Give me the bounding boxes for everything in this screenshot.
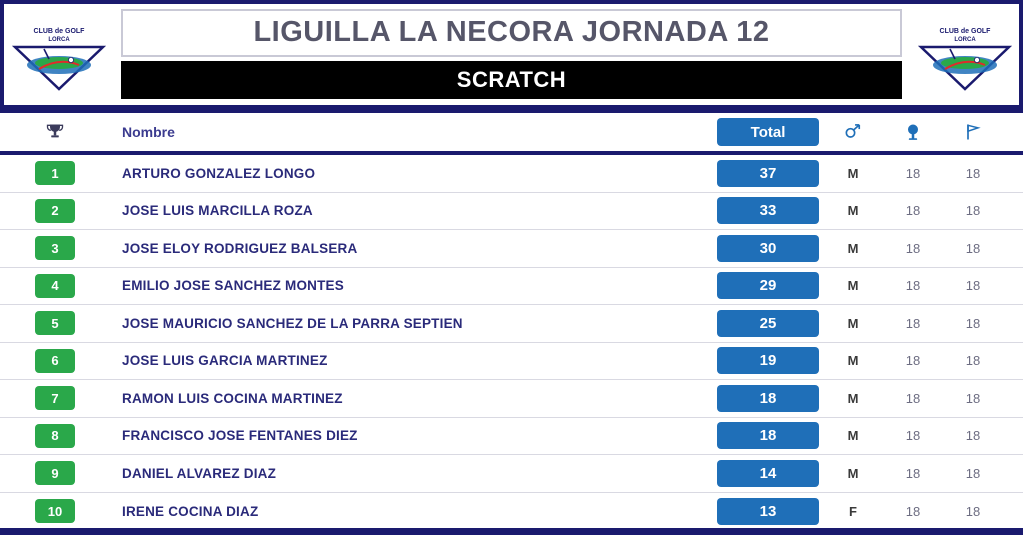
club-de-golf-lorca-logo-icon — [9, 19, 109, 91]
table-row[interactable] — [0, 305, 1023, 343]
player-holes: 18 — [965, 390, 981, 406]
svg-text:CLUB de GOLF: CLUB de GOLF — [33, 27, 84, 35]
page-title: LIGUILLA LA NECORA JORNADA 12 — [121, 9, 902, 57]
player-name: JOSE ELOY RODRIGUEZ BALSERA — [122, 240, 358, 256]
table-row[interactable] — [0, 155, 1023, 193]
player-holes: 18 — [965, 165, 981, 181]
position-badge: 1 — [35, 161, 75, 185]
row-name-cell — [110, 316, 713, 331]
total-score: 33 — [717, 197, 819, 224]
row-name-cell — [110, 504, 713, 519]
player-name: JOSE MAURICIO SANCHEZ DE LA PARRA SEPTIEN — [122, 315, 463, 331]
row-total-cell — [713, 235, 823, 262]
flag-icon — [963, 122, 983, 142]
player-sex: M — [847, 390, 859, 406]
row-name-cell — [110, 466, 713, 481]
row-total-cell — [713, 160, 823, 187]
table-row[interactable] — [0, 493, 1023, 531]
table-row[interactable] — [0, 455, 1023, 493]
row-total-cell — [713, 272, 823, 299]
column-total[interactable] — [713, 118, 823, 146]
row-total-cell — [713, 310, 823, 337]
club-de-golf-lorca-logo-icon — [915, 19, 1015, 91]
svg-text:LORCA: LORCA — [47, 36, 70, 43]
svg-text:LORCA: LORCA — [953, 36, 976, 43]
row-total-cell — [713, 460, 823, 487]
player-handicap: 18 — [905, 428, 921, 444]
trophy-icon — [45, 122, 65, 142]
player-name: JOSE LUIS GARCIA MARTINEZ — [122, 353, 328, 369]
row-position — [0, 161, 110, 185]
player-holes: 18 — [965, 353, 981, 369]
player-sex: M — [847, 465, 859, 481]
player-sex: F — [849, 503, 857, 519]
position-badge: 10 — [35, 499, 75, 523]
total-score: 18 — [717, 422, 819, 449]
total-score: 25 — [717, 310, 819, 337]
row-position — [0, 274, 110, 298]
player-holes: 18 — [965, 465, 981, 481]
row-total-cell — [713, 498, 823, 525]
row-name-cell — [110, 166, 713, 181]
footer-strip — [0, 528, 1023, 535]
row-name-cell — [110, 278, 713, 293]
player-sex: M — [847, 165, 859, 181]
table-header-row — [0, 113, 1023, 155]
player-name: RAMON LUIS COCINA MARTINEZ — [122, 390, 343, 406]
player-name: FRANCISCO JOSE FENTANES DIEZ — [122, 428, 358, 444]
player-sex: M — [847, 203, 859, 219]
position-badge: 9 — [35, 461, 75, 485]
row-position — [0, 311, 110, 335]
position-badge: 7 — [35, 386, 75, 410]
table-row[interactable] — [0, 418, 1023, 456]
player-handicap: 18 — [905, 165, 921, 181]
player-sex: M — [847, 315, 859, 331]
total-score: 29 — [717, 272, 819, 299]
player-handicap: 18 — [905, 390, 921, 406]
total-score: 30 — [717, 235, 819, 262]
player-holes: 18 — [965, 503, 981, 519]
position-badge: 5 — [35, 311, 75, 335]
player-name: EMILIO JOSE SANCHEZ MONTES — [122, 278, 344, 294]
player-handicap: 18 — [905, 315, 921, 331]
title-block — [113, 0, 910, 109]
player-handicap: 18 — [905, 203, 921, 219]
row-position — [0, 349, 110, 373]
player-handicap: 18 — [905, 353, 921, 369]
row-position — [0, 499, 110, 523]
total-score: 19 — [717, 347, 819, 374]
table-row[interactable] — [0, 343, 1023, 381]
row-position — [0, 199, 110, 223]
player-name: ARTURO GONZALEZ LONGO — [122, 165, 316, 181]
total-score: 13 — [717, 498, 819, 525]
player-holes: 18 — [965, 278, 981, 294]
player-handicap: 18 — [905, 278, 921, 294]
row-position — [0, 424, 110, 448]
player-handicap: 18 — [905, 465, 921, 481]
row-name-cell — [110, 353, 713, 368]
club-logo-left — [0, 0, 113, 109]
column-handicap[interactable] — [883, 122, 943, 142]
row-position — [0, 236, 110, 260]
column-position[interactable] — [0, 122, 110, 142]
svg-text:CLUB de GOLF: CLUB de GOLF — [939, 27, 990, 35]
column-name[interactable]: Nombre — [122, 124, 175, 140]
position-badge: 2 — [35, 199, 75, 223]
player-sex: M — [847, 353, 859, 369]
golf-ball-icon — [903, 122, 923, 142]
row-total-cell — [713, 385, 823, 412]
player-name: JOSE LUIS MARCILLA ROZA — [122, 203, 313, 219]
row-total-cell — [713, 422, 823, 449]
table-row[interactable] — [0, 193, 1023, 231]
row-name-cell — [110, 241, 713, 256]
row-position — [0, 461, 110, 485]
row-position — [0, 386, 110, 410]
player-sex: M — [847, 428, 859, 444]
row-name-cell — [110, 391, 713, 406]
table-row[interactable] — [0, 380, 1023, 418]
page-header — [0, 0, 1023, 113]
position-badge: 3 — [35, 236, 75, 260]
table-row[interactable] — [0, 268, 1023, 306]
position-badge: 4 — [35, 274, 75, 298]
row-name-cell — [110, 428, 713, 443]
total-score: 37 — [717, 160, 819, 187]
column-holes[interactable] — [943, 122, 1003, 142]
total-score: 14 — [717, 460, 819, 487]
row-total-cell — [713, 197, 823, 224]
total-score: 18 — [717, 385, 819, 412]
player-holes: 18 — [965, 428, 981, 444]
table-row[interactable] — [0, 230, 1023, 268]
page-subtitle: SCRATCH — [121, 61, 902, 99]
leaderboard-rows — [0, 155, 1023, 530]
player-sex: M — [847, 278, 859, 294]
player-handicap: 18 — [905, 240, 921, 256]
gender-icon — [843, 122, 863, 142]
player-holes: 18 — [965, 240, 981, 256]
player-holes: 18 — [965, 203, 981, 219]
club-logo-right — [910, 0, 1023, 109]
column-total-pill: Total — [717, 118, 819, 146]
player-name: IRENE COCINA DIAZ — [122, 503, 259, 519]
position-badge: 6 — [35, 349, 75, 373]
player-handicap: 18 — [905, 503, 921, 519]
player-sex: M — [847, 240, 859, 256]
player-holes: 18 — [965, 315, 981, 331]
player-name: DANIEL ALVAREZ DIAZ — [122, 465, 277, 481]
row-name-cell — [110, 203, 713, 218]
position-badge: 8 — [35, 424, 75, 448]
column-sex[interactable] — [823, 122, 883, 142]
row-total-cell — [713, 347, 823, 374]
